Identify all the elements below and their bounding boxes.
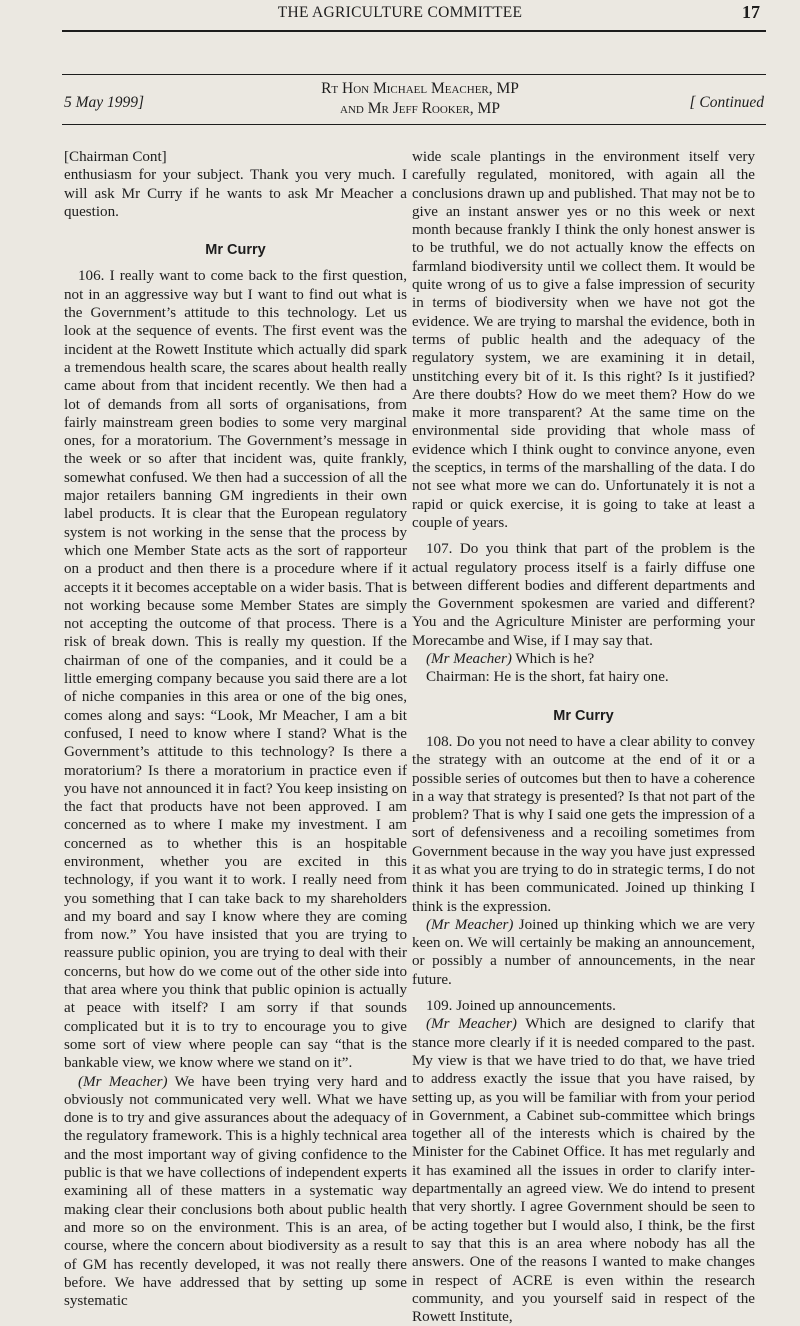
running-title: THE AGRICULTURE COMMITTEE (277, 4, 523, 21)
chairman-continued: [Chairman Cont] (64, 149, 167, 165)
answer-text: Which is he? (511, 651, 595, 668)
speaker-name: (Mr Meacher) (426, 1016, 517, 1033)
witness-line-2: and Mr Jeff Rooker, MP (340, 100, 500, 117)
question-106: 106. I really want to come back to the first question, not in an aggressive way but I want to find out what is the Government’s attitude to this technology. Let us look at the sequence of events. The first event was the incident at the Rowett Institute which actually did spark a tremendous health scare, the scares about health really came about from that incident recently. We then had a lot of demands from all sorts of organisations, from fairly mainstream green bodies to some very marginal ones, for a moratorium. The Government’s message in the week or so after that incident was, quite frankly, somewhat confused. We then had a succession of all the major retailers banning GM ingredients in their own label products. It is clear that the European regulatory system is not working in the sense that the process by which one Member State acts as the sort of rapporteur on a product and then there is a procedure where if it accepts it it becomes acceptable on a wider basis. That is not working because some Member States are simply not accepting the outcome of that process. There is a risk of break down. This is really my question. If the chairman of one of the companies, and it could be a little emerging company because you said there are a lot of niche companies in this area or one of the big ones, comes along and says: “Look, Mr Meacher, I am a bit confused, I need to know where I stand? What is the Government’s attitude to this technology? Is there a moratorium? Is there a moratorium in practice even if you have not announced it in fact? You keep insisting on the fact that products have not been approved. I am concerned as to where I make my investment. I am concerned as to whether this is an hospitable environment, whether you are excited in this technology, if you want it to work. I really need from you something that I can take back to my shareholders and my board and say I know where they are coming from now.” You have insisted that you are trying to reassure public opinion, you are trying to deal with their concerns, but how do we come out of the other side into that area where you think that public opinion is actually at peace with itself? I am sorry if that sounds complicated but it is to try to encourage you to give some sort of view where people can say “that is the bankable view, we know where we stand on it”. (64, 268, 407, 1072)
question-107: 107. Do you think that part of the problem is the actual regulatory process itself is a fairly diffuse one between different bodies and different departments and the Government spokesmen are varied and different? You and the Agriculture Minister are performing your Morecambe and Wise, if I may say that. (412, 541, 755, 649)
paragraph: wide scale plantings in the environment itself very carefully regulated, monitored, with again all the conclusions drawn up and published. That may not be to give an instant answer yes or no this week or next month because frankly I think the only honest answer is to be truthful, we do not actually know the effects on farmland biodiversity until we collect them. It would be quite wrong of us to give a false impression of security in terms of biodiversity when we have not got the evidence. We are trying to marshal the evidence, both in terms of public health and the adequacy of the regulatory system, we are examining it in detail, unstitching every bit of it. Is this right? Is it justified? Are there doubts? How do we meet them? How do we make it more transparent? At the same time on the environmental side providing that whole mass of evidence which I think ought to convince anyone, even the sceptics, in terms of the marshalling of the data. I do not see what more we can do. Unfortunately it is not a rapid or quick exercise, it is going to take at least a couple of years. (412, 149, 755, 531)
answer-paragraph (412, 650, 755, 668)
hearing-date: 5 May 1999] (64, 94, 145, 111)
paragraph: enthusiasm for your subject. Thank you very much. I will ask Mr Curry if he wants to ask Mr Meacher a question. (64, 167, 407, 220)
speaker-heading: Mr Curry (553, 707, 614, 724)
speaker-name: (Mr Meacher) (426, 651, 512, 668)
continued-label: [ Continued (689, 94, 764, 111)
question-108: 108. Do you not need to have a clear ability to convey the strategy with an outcome at the end of it or a possible series of outcomes but then to have a coherence in a way that strategy is presented? Is that not part of the problem? That is why I said one gets the impression of a sort of defensiveness and a recoiling sometimes from Government because in the way you have just expressed it as what you are trying to do in strategic terms, I do not think it has been communicated. Joined up thinking I think is the expression. (412, 733, 755, 915)
page-number: 17 (742, 2, 760, 22)
right-column (412, 148, 755, 1326)
answer-text: Joined up thinking which we are very keen on. We will certainly be making an announcement, or possibly a number of announcements, in the near future. (412, 916, 755, 988)
answer-text: We have been trying very hard and obviously not communicated very well. What we have done is to try and give assurances about the adequacy of the regulatory framework. This is a highly technical area and the most important way of giving confidence to the public is that we have collections of independent experts examining all of these matters in a systematic way making clear their conclusions both about public health and more so on the environment. This is an area, of course, where the concern about biodiversity as a result of GM has recently developed, it was not really there before. We have addressed that by setting up some systematic (64, 1073, 407, 1310)
answer-paragraph (412, 916, 755, 989)
witness-names (260, 79, 580, 119)
left-column (64, 148, 407, 1310)
witness-line-1: Rt Hon Michael Meacher, MP (321, 80, 519, 97)
chairman-remark: Chairman: He is the short, fat hairy one. (426, 669, 669, 686)
answer-text: Which are designed to clarify that stance more clearly if it is needed compared to the past. My view is that we have tried to do that, we have tried to address exactly the issue that you have raised, by setting up, as you will be familiar with from your period in Government, a Cabinet sub-committee which brings together all of the interests which is chaired by the Minister for the Cabinet Office. It has met regularly and it has examined all the issues in order to clarify inter-departmentally an agreed view. We do intend to present that very shortly. I agree Government should be seen to be acting together but I would also, I think, be the first to say that this is an area where nobody has all the answers. One of the reasons I wanted to make changes in respect of ACRE is even within the research community, and you yourself said in respect of the Rowett Institute, (412, 1016, 755, 1326)
header-rule (62, 30, 766, 32)
header-rule-top (62, 74, 766, 75)
answer-paragraph (64, 1073, 407, 1311)
question-109: 109. Joined up announcements. (426, 998, 616, 1015)
speaker-name: (Mr Meacher) (78, 1073, 168, 1090)
header-rule-bottom (62, 124, 766, 125)
speaker-name: (Mr Meacher) (426, 916, 514, 933)
speaker-heading: Mr Curry (205, 242, 266, 259)
answer-paragraph (412, 1015, 755, 1326)
